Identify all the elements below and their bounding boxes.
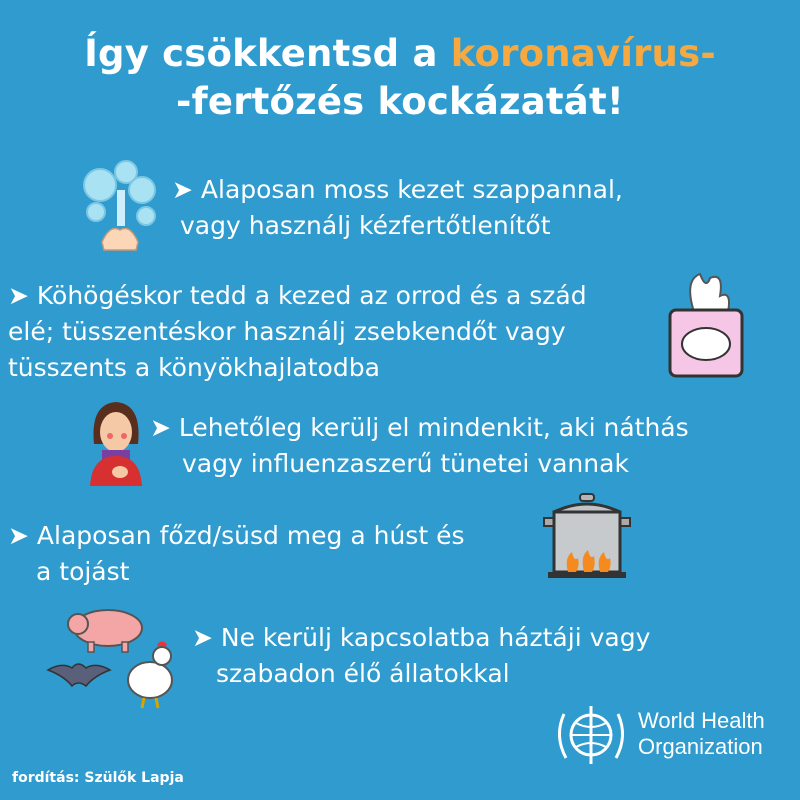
tip-avoid-sick xyxy=(150,410,689,482)
tip-line: ➤ Alaposan főzd/süsd meg a húst és xyxy=(8,521,465,550)
translation-credit: fordítás: Szülők Lapja xyxy=(12,770,184,786)
tip-line: elé; tüsszentéskor használj zsebkendőt vagy xyxy=(8,317,566,346)
who-logo xyxy=(552,702,792,768)
tissue-box-icon xyxy=(666,270,746,382)
tip-line: ➤ Köhögéskor tedd a kezed az orrod és a szád xyxy=(8,281,587,310)
tip-line: ➤ Lehetőleg kerülj el mindenkit, aki náthás xyxy=(150,413,689,442)
tip-line: tüsszents a könyökhajlatodba xyxy=(8,353,380,382)
tip-cough-sneeze xyxy=(8,278,587,386)
tip-handwash xyxy=(172,172,623,244)
sick-person-icon xyxy=(84,394,148,486)
title-prefix: Így csökkentsd a xyxy=(84,32,451,75)
handwash-icon xyxy=(80,150,160,260)
tip-line: ➤ Ne kerülj kapcsolatba háztáji vagy xyxy=(192,623,651,652)
who-wordmark xyxy=(638,708,765,760)
tip-line: ➤ Alaposan moss kezet szappannal, xyxy=(172,175,623,204)
tip-line: a tojást xyxy=(36,557,130,586)
tip-line: vagy influenzaszerű tünetei vannak xyxy=(182,449,629,478)
tip-line: szabadon élő állatokkal xyxy=(216,659,510,688)
tip-cook-food xyxy=(8,518,464,590)
tip-avoid-animals xyxy=(192,620,650,692)
who-emblem-icon xyxy=(552,702,630,768)
page-title-line-2: -fertőzés kockázatát! xyxy=(176,80,624,123)
title-accent: koronavírus- xyxy=(450,32,716,75)
who-line-1: World Health xyxy=(638,708,765,733)
tip-line: vagy használj kézfertőtlenítőt xyxy=(180,211,551,240)
page-title-line-1 xyxy=(0,32,800,76)
who-line-2: Organization xyxy=(638,734,763,759)
animals-icon xyxy=(44,604,184,710)
cooking-pot-icon xyxy=(542,492,632,582)
